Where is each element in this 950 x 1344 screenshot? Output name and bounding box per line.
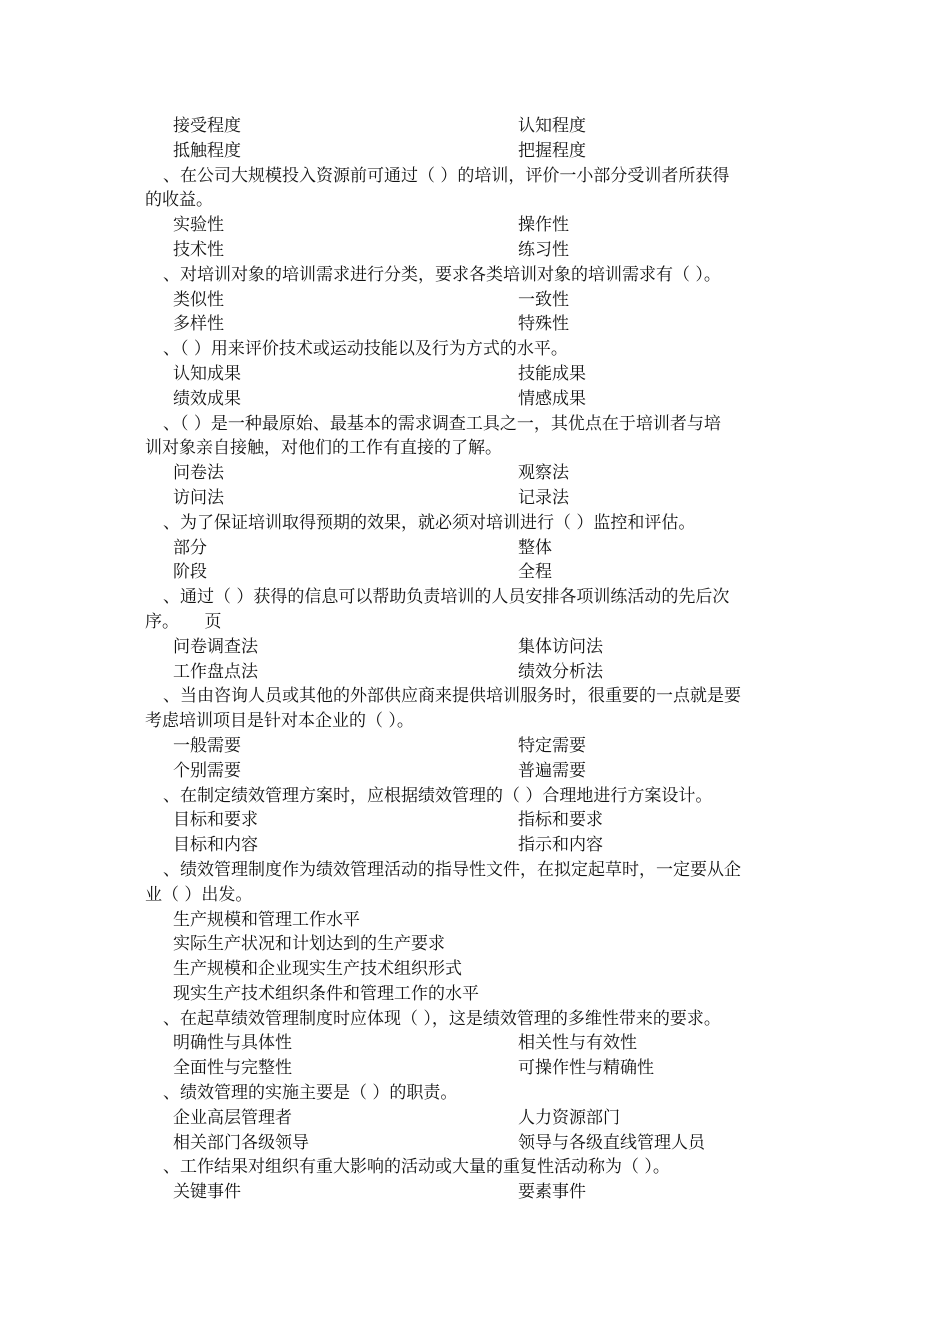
- option-b: 指标和要求: [518, 810, 603, 831]
- option-b: 领导与各级直线管理人员: [518, 1132, 705, 1153]
- option-single: 实际生产状况和计划达到的生产要求: [173, 934, 445, 955]
- option-a: 全面性与完整性: [173, 1058, 292, 1079]
- option-a: 问卷调查法: [173, 636, 258, 657]
- option-b: 人力资源部门: [518, 1107, 620, 1128]
- option-b: 把握程度: [518, 140, 586, 161]
- question-stem-continued: 序。 页: [145, 611, 222, 632]
- question-stem: 、工作结果对组织有重大影响的活动或大量的重复性活动称为（ ）。: [163, 1157, 670, 1178]
- option-row: [145, 1131, 810, 1156]
- option-row: [145, 139, 810, 164]
- option-b: 要素事件: [518, 1182, 586, 1203]
- option-a: 目标和内容: [173, 835, 258, 856]
- option-a: 接受程度: [173, 116, 241, 136]
- option-b: 绩效分析法: [518, 661, 603, 682]
- option-a: 企业高层管理者: [173, 1107, 292, 1128]
- question-stem: 、为了保证培训取得预期的效果，就必须对培训进行（ ）监控和评估。: [163, 512, 696, 533]
- option-b: 技能成果: [518, 363, 586, 384]
- option-a: 相关部门各级领导: [173, 1132, 309, 1153]
- option-a: 个别需要: [173, 760, 241, 781]
- option-b: 观察法: [518, 463, 569, 484]
- option-b: 操作性: [518, 215, 569, 236]
- question-list: [145, 114, 810, 1205]
- option-b: 集体访问法: [518, 636, 603, 657]
- option-b: 认知程度: [518, 116, 586, 136]
- option-a: 关键事件: [173, 1182, 241, 1203]
- option-b: 指示和内容: [518, 835, 603, 856]
- question-stem: 、在制定绩效管理方案时，应根据绩效管理的（ ）合理地进行方案设计。: [163, 785, 713, 806]
- option-row: [145, 486, 810, 511]
- option-row: [145, 362, 810, 387]
- question-stem: 、通过（ ）获得的信息可以帮助负责培训的人员安排各项训练活动的先后次: [163, 587, 730, 608]
- option-row: [145, 288, 810, 313]
- option-row: [145, 213, 810, 238]
- question-stem: 、绩效管理制度作为绩效管理活动的指导性文件，在拟定起草时，一定要从企: [163, 859, 741, 880]
- option-b: 全程: [518, 562, 552, 583]
- option-row: [145, 833, 810, 858]
- option-b: 记录法: [518, 487, 569, 508]
- option-row: [145, 1106, 810, 1131]
- option-row: [145, 114, 810, 139]
- option-a: 抵触程度: [173, 140, 241, 161]
- question-stem-continued: 业（ ）出发。: [145, 884, 253, 905]
- option-b: 普遍需要: [518, 760, 586, 781]
- question-stem: 、（ ）用来评价技术或运动技能以及行为方式的水平。: [163, 339, 568, 360]
- option-b: 可操作性与精确性: [518, 1058, 654, 1079]
- option-single: 生产规模和管理工作水平: [173, 909, 360, 930]
- question-stem: 、在公司大规模投入资源前可通过（ ）的培训，评价一小部分受训者所获得: [163, 165, 730, 186]
- option-a: 认知成果: [173, 363, 241, 384]
- option-row: [145, 759, 810, 784]
- question-stem-continued: 训对象亲自接触，对他们的工作有直接的了解。: [145, 438, 502, 459]
- option-row: [145, 536, 810, 561]
- option-row: [145, 560, 810, 585]
- option-a: 工作盘点法: [173, 661, 258, 682]
- option-a: 目标和要求: [173, 810, 258, 831]
- option-row: [145, 1031, 810, 1056]
- option-single: 生产规模和企业现实生产技术组织形式: [173, 959, 462, 980]
- option-row: [145, 238, 810, 263]
- option-b: 相关性与有效性: [518, 1033, 637, 1054]
- option-a: 访问法: [173, 487, 224, 508]
- option-a: 阶段: [173, 562, 207, 583]
- question-stem: 、在起草绩效管理制度时应体现（ ），这是绩效管理的多维性带来的要求。: [163, 1008, 721, 1029]
- option-b: 特定需要: [518, 735, 586, 756]
- option-row: [145, 734, 810, 759]
- option-b: 练习性: [518, 239, 569, 260]
- option-row: [145, 1180, 810, 1205]
- question-stem: 、绩效管理的实施主要是（ ）的职责。: [163, 1083, 458, 1104]
- option-a: 明确性与具体性: [173, 1033, 292, 1054]
- option-a: 问卷法: [173, 463, 224, 484]
- option-b: 特殊性: [518, 314, 569, 335]
- option-row: [145, 387, 810, 412]
- question-stem: 、当由咨询人员或其他的外部供应商来提供培训服务时，很重要的一点就是要: [163, 686, 741, 707]
- option-a: 绩效成果: [173, 388, 241, 409]
- question-stem-continued: 考虑培训项目是针对本企业的（ ）。: [145, 711, 414, 732]
- option-row: [145, 635, 810, 660]
- option-row: [145, 808, 810, 833]
- question-stem: 、对培训对象的培训需求进行分类，要求各类培训对象的培训需求有（ ）。: [163, 264, 721, 285]
- option-a: 实验性: [173, 215, 224, 236]
- option-b: 情感成果: [518, 388, 586, 409]
- option-b: 一致性: [518, 289, 569, 310]
- option-row: [145, 660, 810, 685]
- question-stem: 、（ ）是一种最原始、最基本的需求调查工具之一，其优点在于培训者与培: [163, 413, 721, 434]
- option-single: 现实生产技术组织条件和管理工作的水平: [173, 983, 479, 1004]
- option-a: 技术性: [173, 239, 224, 260]
- option-row: [145, 461, 810, 486]
- question-stem-continued: 的收益。: [145, 190, 213, 211]
- option-a: 类似性: [173, 289, 224, 310]
- option-row: [145, 1056, 810, 1081]
- option-row: [145, 312, 810, 337]
- option-a: 多样性: [173, 314, 224, 335]
- option-a: 一般需要: [173, 735, 241, 756]
- option-b: 整体: [518, 537, 552, 558]
- option-a: 部分: [173, 537, 207, 558]
